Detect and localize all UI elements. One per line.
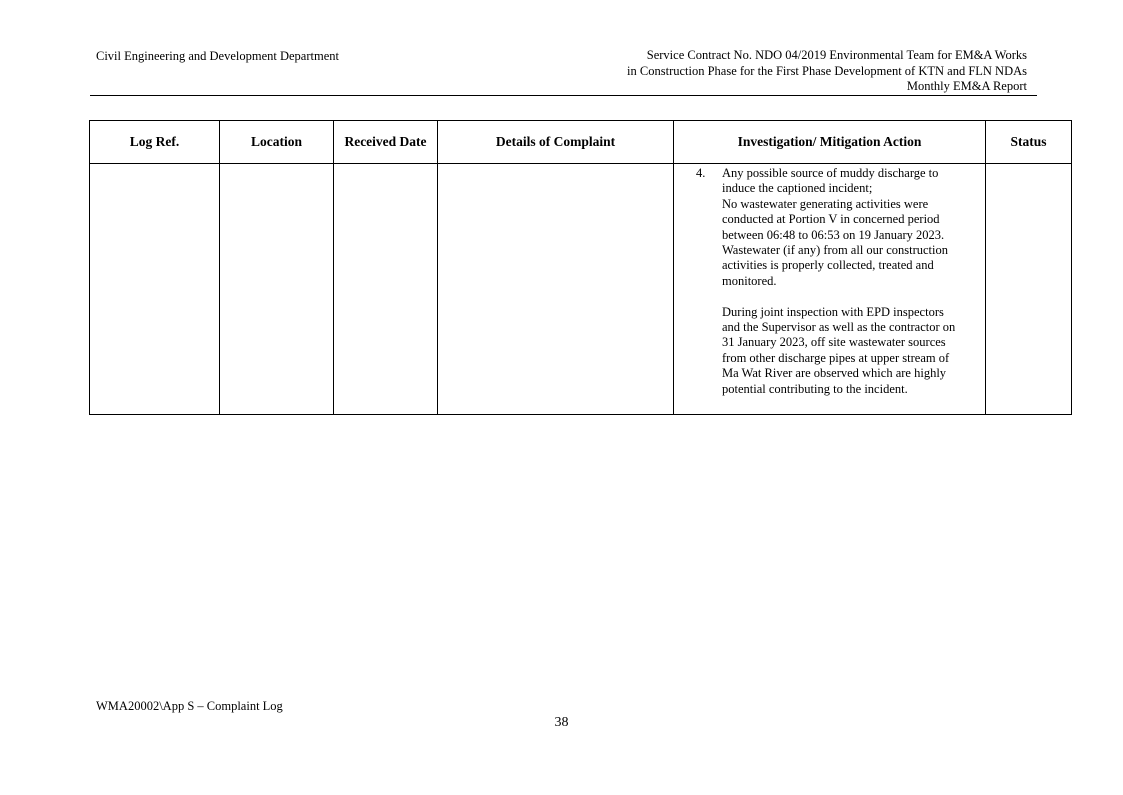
investigation-line: from other discharge pipes at upper stream of — [722, 350, 950, 365]
investigation-item-number: 4. — [696, 166, 706, 180]
complaint-log-table — [89, 120, 1072, 415]
investigation-line: Ma Wat River are observed which are highly — [722, 366, 947, 381]
investigation-line: between 06:48 to 06:53 on 19 January 2023. — [722, 227, 945, 242]
header-contract-line: in Construction Phase for the First Phase Development of KTN and FLN NDAs — [627, 63, 1027, 78]
investigation-line: monitored. — [722, 273, 777, 288]
cell-status — [986, 164, 1072, 415]
footer-document-reference: WMA20002\App S – Complaint Log — [96, 699, 283, 713]
header-report-title: Monthly EM&A Report — [906, 79, 1027, 93]
investigation-line: During joint inspection with EPD inspectors — [722, 304, 944, 319]
column-header-details: Details of Complaint — [438, 121, 674, 164]
table-row — [90, 164, 1072, 415]
table-header-row — [90, 121, 1072, 164]
investigation-line: activities is properly collected, treated and — [722, 258, 934, 273]
header-contract-info — [627, 48, 1027, 95]
cell-investigation — [674, 164, 986, 415]
investigation-line: and the Supervisor as well as the contractor on — [722, 320, 956, 335]
investigation-line: induce the captioned incident; — [722, 181, 873, 196]
investigation-item — [696, 166, 975, 397]
column-header-location: Location — [220, 121, 334, 164]
cell-location — [220, 164, 334, 415]
investigation-line: conducted at Portion V in concerned period — [722, 212, 940, 227]
page-number: 38 — [554, 715, 569, 730]
investigation-line: potential contributing to the incident. — [722, 381, 908, 396]
investigation-line: Any possible source of muddy discharge to — [722, 166, 939, 180]
cell-log-ref — [90, 164, 220, 415]
column-header-log-ref: Log Ref. — [90, 121, 220, 164]
paragraph-spacer — [722, 289, 975, 304]
column-header-investigation: Investigation/ Mitigation Action — [674, 121, 986, 164]
cell-details — [438, 164, 674, 415]
investigation-line: Wastewater (if any) from all our construction — [722, 243, 948, 258]
header-department: Civil Engineering and Development Department — [96, 49, 339, 63]
investigation-item-text — [722, 166, 975, 397]
investigation-line: No wastewater generating activities were — [722, 196, 929, 211]
header-divider — [90, 95, 1037, 96]
column-header-received-date: Received Date — [334, 121, 438, 164]
header-contract-line: Service Contract No. NDO 04/2019 Environmental Team for EM&A Works — [646, 48, 1027, 62]
column-header-status: Status — [986, 121, 1072, 164]
cell-received-date — [334, 164, 438, 415]
investigation-line: 31 January 2023, off site wastewater sources — [722, 335, 946, 350]
